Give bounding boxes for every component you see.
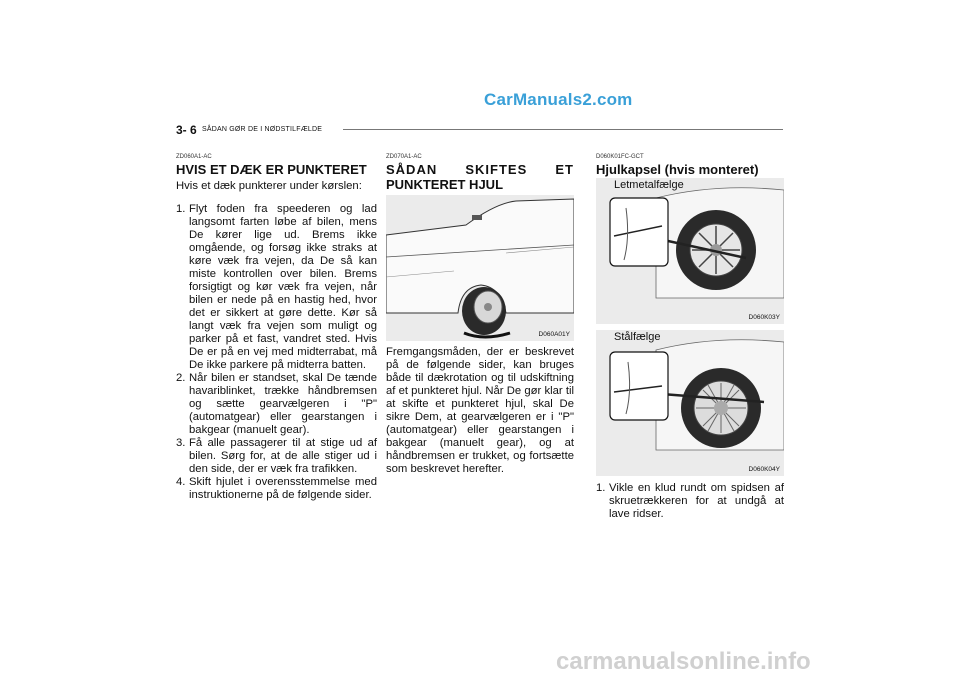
list-item: 1. Flyt foden fra speederen og lad langsomt farten løbe af bilen, mens De kører lige ud. Brems ikke omgående, og forsøg ikke straks at køre væk fra vejen, da De så kan miste kontrollen over bilen. Brems forsigtigt og kør væk fra vejen, når bilen er nede på en hastig hed, hvor det er sikkert at gøre dette. Kør så langt væk fra vejen som muligt og parker på et fast, vandret sted. Hvis De er på en vej med midterrabat, må De ikke parkere på midterra batten. xyxy=(176,203,377,371)
section-code: ZD070A1-AC xyxy=(386,154,422,160)
figure-label: Letmetalfælge xyxy=(614,179,684,191)
column-flat-tire xyxy=(176,154,377,502)
section-title: SÅDAN GØR DE I NØDSTILFÆLDE xyxy=(202,126,323,133)
watermark-bottom: carmanualsonline.info xyxy=(556,648,811,675)
figure-code: D060K03Y xyxy=(748,314,780,321)
list-item: 2. Når bilen er standset, skal De tænde havariblinket, trække håndbremsen og sætte gearvælgeren i "P" (automatgear) eller gearstangen i bakgear (manuelt gear). xyxy=(176,372,377,436)
car-figure xyxy=(386,195,574,341)
list-item: 3. Få alle passagerer til at stige ud af bilen. Sørg for, at de alle stiger ud i den side, der er væk fra trafikken. xyxy=(176,437,377,475)
body-text: Fremgangsmåden, der er beskrevet på de følgende sider, kan bruges både til dækrotation og til udskiftning af et punkteret hjul. Når De gør klar til at skifte et punkteret hjul, skal De sikre Dem, at gearvælgeren er i "P" (automatgear) eller gearstangen i bakgear (manuelt gear), og at håndbremsen er trukket, og fortsætte som beskrevet herefter. xyxy=(386,346,574,475)
section-code: D060K01FC-GCT xyxy=(596,154,644,160)
heading-flat-tire: HVIS ET DÆK ER PUNKTERET xyxy=(176,162,367,177)
figure-code: D060K04Y xyxy=(748,466,780,473)
figure-label: Stålfælge xyxy=(614,331,661,343)
watermark-top: CarManuals2.com xyxy=(484,90,633,109)
car-flat-tire-illustration xyxy=(386,195,574,341)
alloy-wheel-illustration xyxy=(596,178,784,324)
column-change-tire xyxy=(386,154,574,476)
page-number: 3- 6 xyxy=(176,123,197,137)
column-hub-cap xyxy=(596,154,784,521)
steps-list xyxy=(176,203,377,502)
list-item: 4. Skift hjulet i overensstemmelse med instruktionerne på de følgende sider. xyxy=(176,476,377,501)
section-code: ZD060A1-AC xyxy=(176,154,212,160)
steps-list xyxy=(596,482,784,521)
heading-change-tire: SÅDAN SKIFTES ET PUNKTERET HJUL xyxy=(386,162,574,192)
figure-code: D060A01Y xyxy=(538,331,570,338)
intro-text: Hvis et dæk punkterer under kørslen: xyxy=(176,180,362,192)
alloy-wheel-figure xyxy=(596,178,784,324)
steel-wheel-illustration xyxy=(596,330,784,476)
steel-wheel-figure xyxy=(596,330,784,476)
list-item: 1. Vikle en klud rundt om spidsen af skruetrækkeren for at undgå at lave ridser. xyxy=(596,482,784,520)
header-rule xyxy=(343,129,783,130)
heading-hub-cap: Hjulkapsel (hvis monteret) xyxy=(596,162,759,177)
